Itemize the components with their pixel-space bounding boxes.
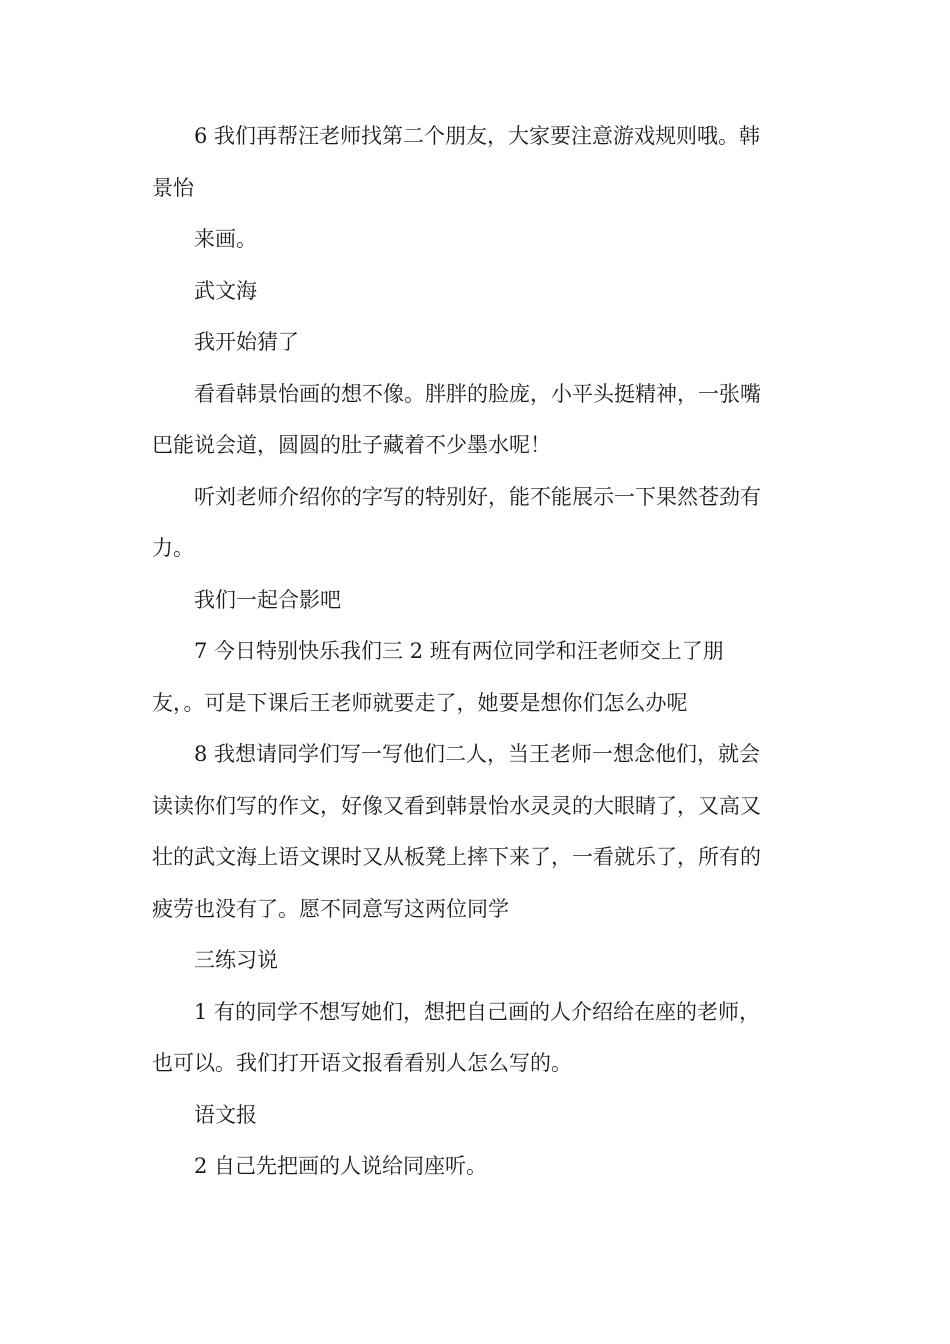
paragraph-line: 2 自己先把画的人说给同座听。: [194, 1154, 488, 1178]
paragraph-line: 1 有的同学不想写她们，想把自己画的人介绍给在座的老师，: [194, 999, 761, 1024]
paragraph-continuation-line: 力。: [152, 536, 194, 560]
paragraph-continuation-line: 也可以。我们打开语文报看看别人怎么写的。: [152, 1051, 572, 1075]
paragraph-line: 看看韩景怡画的想不像。胖胖的脸庞，小平头挺精神，一张嘴: [194, 381, 761, 406]
document-body: [152, 111, 804, 1193]
paragraph-continuation-line: 友，。可是下课后王老师就要走了，她要是想你们怎么办呢: [152, 690, 688, 715]
paragraph-continuation-line: 壮的武文海上语文课时又从板凳上摔下来了，一看就乐了，所有的: [152, 845, 761, 869]
paragraph-line: 我们一起合影吧: [194, 587, 341, 612]
paragraph-continuation-line: 读读你们写的作文，好像又看到韩景怡水灵灵的大眼睛了，又高又: [152, 793, 761, 818]
paragraph-line: 8 我想请同学们写一写他们二人，当王老师一想念他们，就会: [194, 742, 761, 766]
paragraph-line: 7 今日特别快乐我们三 2 班有两位同学和汪老师交上了朋: [194, 639, 724, 663]
paragraph-continuation-line: 疲劳也没有了。愿不同意写这两位同学: [152, 896, 509, 921]
paragraph-line: 语文报: [194, 1102, 257, 1127]
paragraph-line: 我开始猜了: [194, 330, 299, 354]
paragraph-line: 6 我们再帮汪老师找第二个朋友，大家要注意游戏规则哦。韩: [194, 124, 761, 148]
paragraph-continuation-line: 巴能说会道，圆圆的肚子藏着不少墨水呢！: [152, 433, 551, 457]
paragraph-line: 三练习说: [194, 948, 278, 972]
paragraph-line: 来画。: [194, 227, 257, 251]
paragraph-line: 听刘老师介绍你的字写的特别好，能不能展示一下果然苍劲有: [194, 484, 761, 509]
paragraph-line: 武文海: [194, 278, 257, 303]
paragraph-continuation-line: 景怡: [152, 175, 194, 200]
